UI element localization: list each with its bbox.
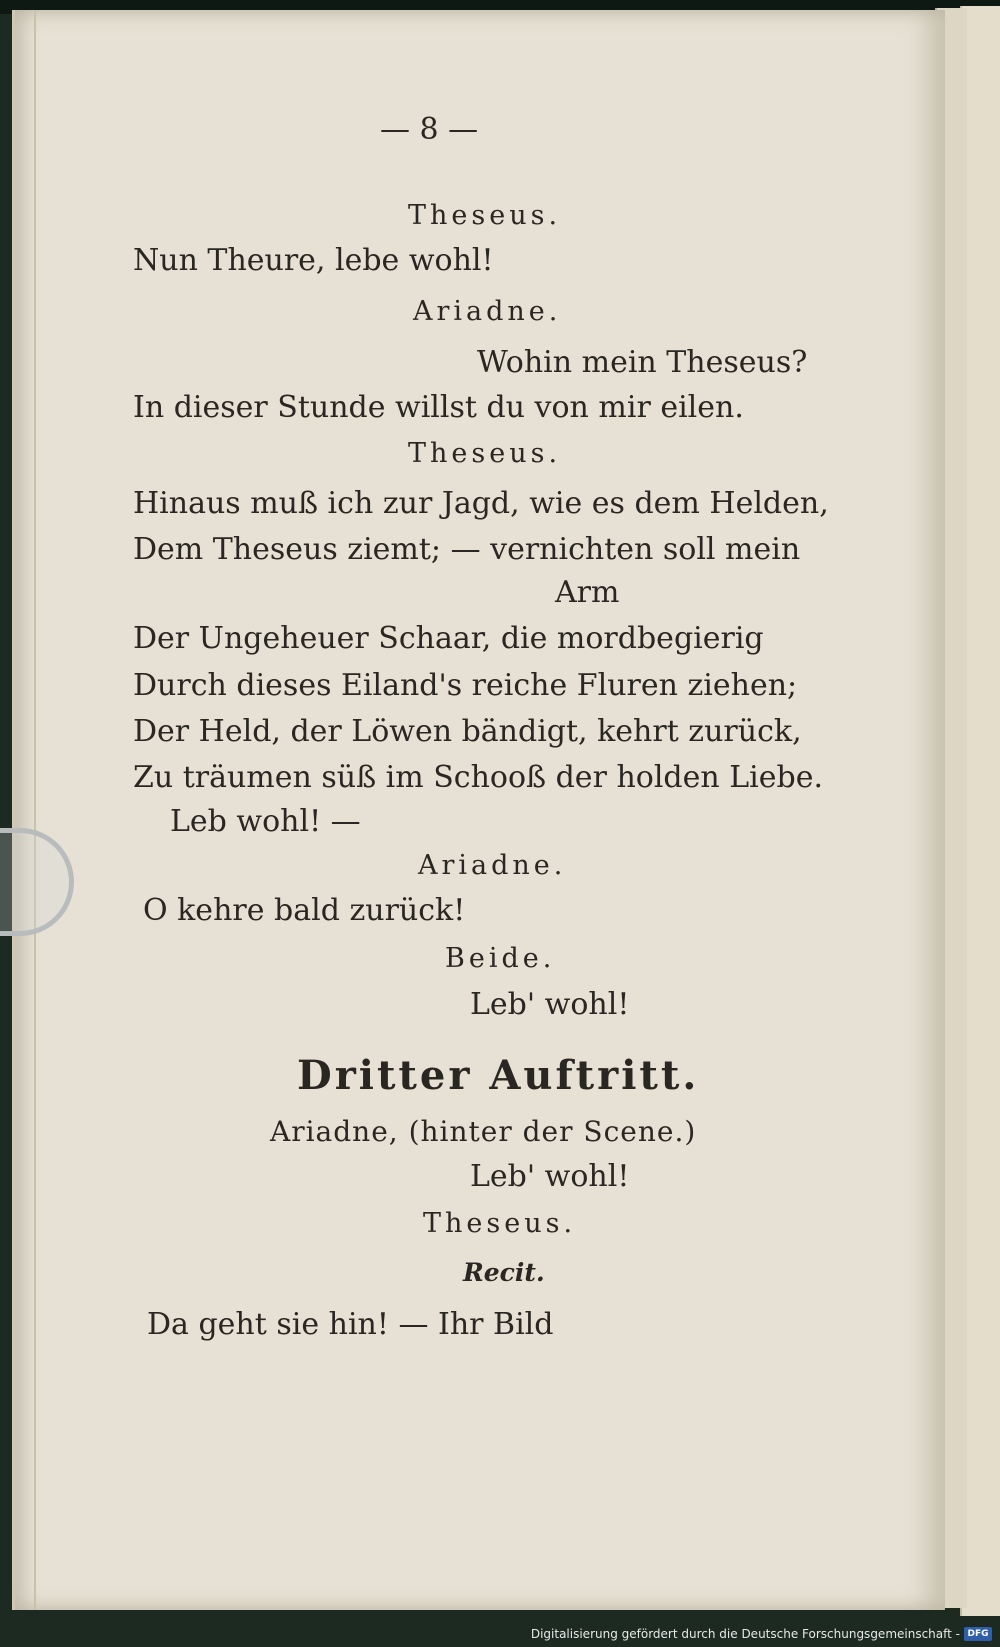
verse-line: Hinaus muß ich zur Jagd, wie es dem Helden, [133,486,829,521]
speaker-name: Ariadne. [413,296,562,327]
book-page [12,10,945,1610]
verse-line: Der Held, der Löwen bändigt, kehrt zurück, [133,714,802,749]
verse-line: Leb' wohl! [470,1159,630,1194]
verse-line: Wohin mein Theseus? [477,345,808,380]
digitization-credit [531,1623,992,1645]
verse-line: Nun Theure, lebe wohl! [133,243,494,278]
credit-text: Digitalisierung gefördert durch die Deutsche Forschungsgemeinschaft - [530,1627,960,1641]
recit-marker: Recit. [463,1258,545,1287]
verse-line: O kehre bald zurück! [143,893,466,928]
speaker-name: Theseus. [423,1208,577,1239]
page-number: — 8 — [380,112,479,147]
speaker-name: Theseus. [408,200,562,231]
verse-line: In dieser Stunde willst du von mir eilen. [133,390,744,425]
verse-line: Durch dieses Eiland's reiche Fluren ziehen; [133,668,798,703]
stage-direction: Ariadne, (hinter der Scene.) [270,1115,697,1148]
speaker-name: Theseus. [408,438,562,469]
speaker-name: Beide. [445,943,556,974]
verse-line: Leb' wohl! [470,987,630,1022]
verse-line: Leb wohl! — [170,804,361,839]
speaker-name: Ariadne. [418,850,567,881]
verse-line: Zu träumen süß im Schooß der holden Liebe. [133,760,823,795]
scene-heading: Dritter Auftritt. [297,1052,700,1099]
page-gutter [34,10,36,1610]
verse-line: Arm [555,575,620,610]
verse-line: Dem Theseus ziemt; — vernichten soll mein [133,532,801,567]
dfg-logo: DFG [964,1627,992,1641]
verse-line: Der Ungeheuer Schaar, die mordbegierig [133,621,764,656]
verse-line: Da geht sie hin! — Ihr Bild [147,1307,554,1342]
